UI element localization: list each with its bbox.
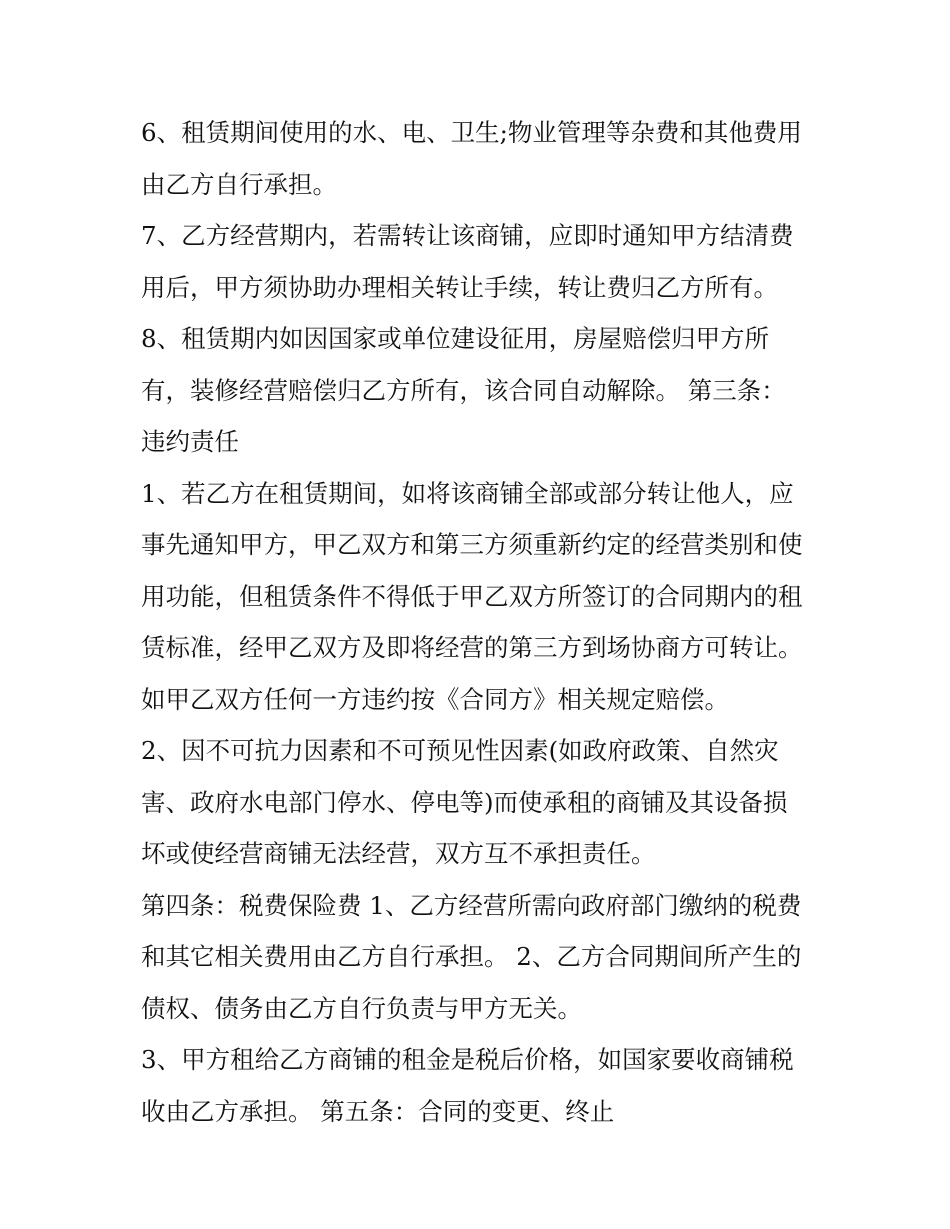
text-line-1: 6、租赁期间使用的水、电、卫生;物业管理等杂费和其他费用 [141, 118, 802, 147]
text-line-6: 有，装修经营赔偿归乙方所有，该合同自动解除。 第三条： [141, 375, 786, 405]
text-line-15: 坏或使经营商铺无法经营，双方互不承担责任。 [141, 839, 656, 868]
text-line-13: 2、因不可抗力因素和不可预见性因素(如政府政策、自然灾 [141, 736, 779, 765]
text-line-8: 1、若乙方在租赁期间，如将该商铺全部或部分转让他人，应 [141, 478, 794, 508]
text-line-18: 债权、债务由乙方自行负责与甲方无关。 [141, 993, 582, 1023]
text-line-16: 第四条：税费保险费 1、乙方经营所需向政府部门缴纳的税费 [141, 890, 802, 920]
text-line-5: 8、租赁期内如因国家或单位建设征用，房屋赔偿归甲方所 [141, 324, 770, 353]
text-line-4: 用后，甲方须协助办理相关转让手续，转让费归乙方所有。 [141, 272, 778, 302]
text-line-7: 违约责任 [141, 427, 239, 456]
text-line-9: 事先通知甲方，甲乙双方和第三方须重新约定的经营类别和使 [141, 530, 803, 559]
text-line-19: 3、甲方租给乙方商铺的租金是税后价格，如国家要收商铺税 [141, 1045, 794, 1074]
text-line-17: 和其它相关费用由乙方自行承担。 2、乙方合同期间所产生的 [141, 942, 802, 971]
text-line-12: 如甲乙双方任何一方违约按《合同方》相关规定赔偿。 [141, 684, 729, 714]
text-line-10: 用功能，但租赁条件不得低于甲乙双方所签订的合同期内的租 [141, 581, 803, 611]
contract-text [141, 107, 821, 1137]
text-line-3: 7、乙方经营期内，若需转让该商铺，应即时通知甲方结清费 [141, 221, 794, 250]
text-line-14: 害、政府水电部门停水、停电等)而使承租的商铺及其设备损 [141, 787, 788, 817]
text-line-11: 赁标准，经甲乙双方及即将经营的第三方到场协商方可转让。 [141, 633, 803, 662]
text-line-2: 由乙方自行承担。 [141, 169, 337, 199]
text-line-20: 收由乙方承担。 第五条：合同的变更、终止 [141, 1096, 615, 1126]
